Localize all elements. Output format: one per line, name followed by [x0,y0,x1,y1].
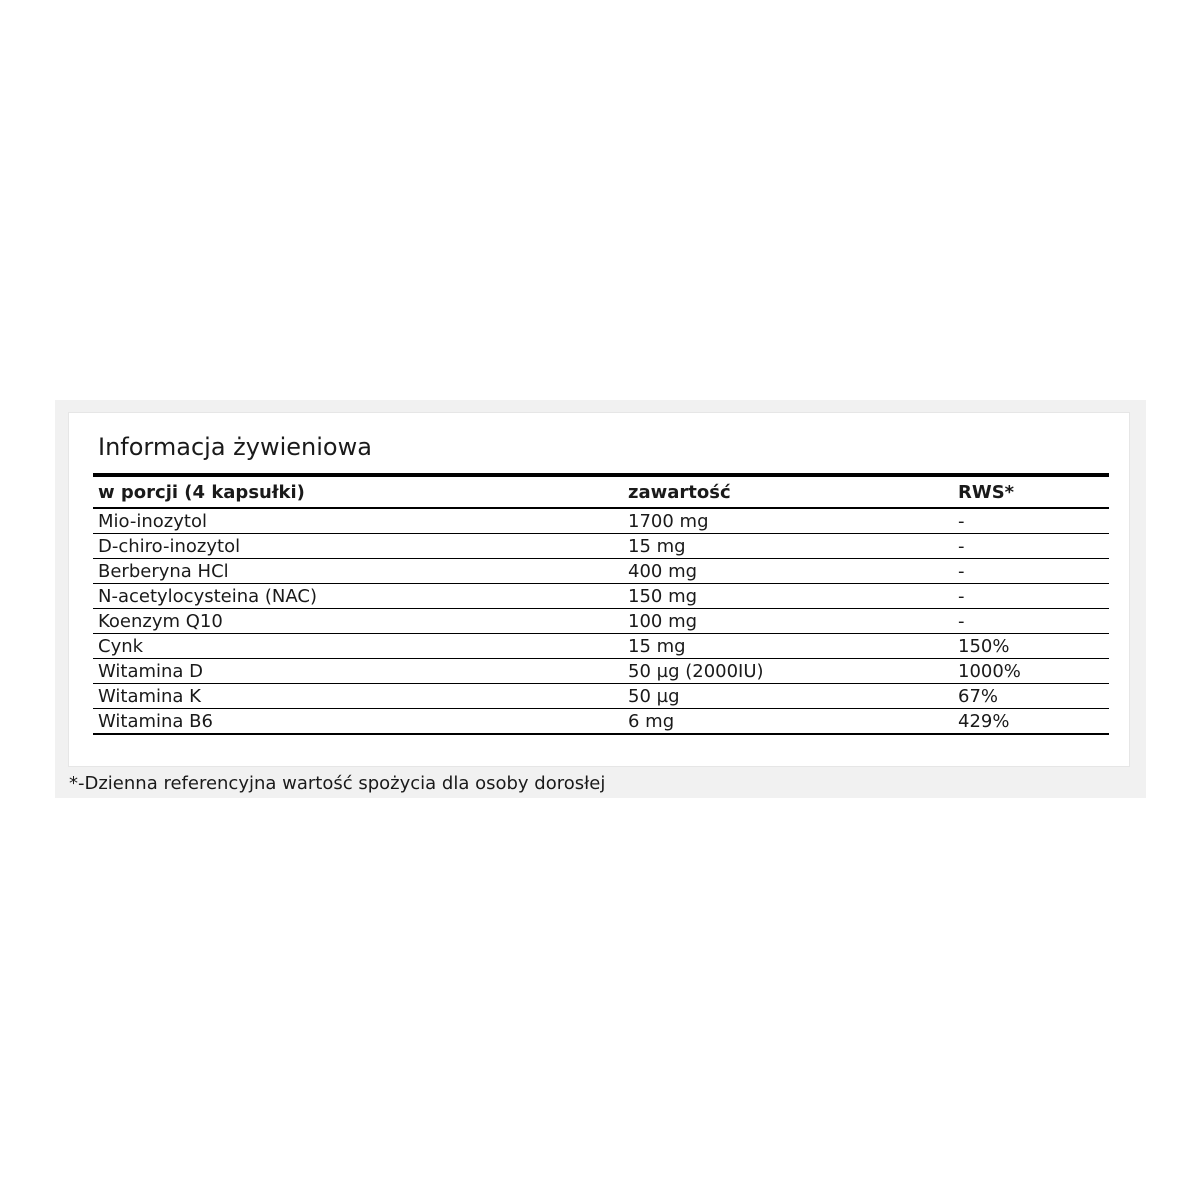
ingredient-rws: - [953,609,1109,634]
title-divider [93,473,1109,477]
ingredient-name: Koenzym Q10 [93,609,623,634]
table-row [93,634,1109,659]
table-row [93,659,1109,684]
ingredient-amount: 1700 mg [623,508,953,534]
nutrition-table [93,478,1109,735]
table-row [93,534,1109,559]
ingredient-rws: - [953,534,1109,559]
table-row [93,709,1109,735]
ingredient-amount: 50 µg (2000IU) [623,659,953,684]
footnote: *-Dzienna referencyjna wartość spożycia dla osoby dorosłej [69,773,606,794]
ingredient-rws: 150% [953,634,1109,659]
ingredient-name: Berberyna HCl [93,559,623,584]
ingredient-rws: 67% [953,684,1109,709]
ingredient-rws: 1000% [953,659,1109,684]
column-header-serving: w porcji (4 kapsułki) [93,478,623,508]
ingredient-amount: 15 mg [623,634,953,659]
column-header-content: zawartość [623,478,953,508]
ingredient-amount: 400 mg [623,559,953,584]
ingredient-name: Witamina K [93,684,623,709]
ingredient-name: N-acetylocysteina (NAC) [93,584,623,609]
table-row [93,559,1109,584]
column-header-rws: RWS* [953,478,1109,508]
table-row [93,609,1109,634]
ingredient-rws: - [953,508,1109,534]
ingredient-rws: - [953,559,1109,584]
ingredient-rws: - [953,584,1109,609]
table-row [93,584,1109,609]
ingredient-amount: 6 mg [623,709,953,735]
ingredient-amount: 50 µg [623,684,953,709]
table-header-row [93,478,1109,508]
ingredient-amount: 100 mg [623,609,953,634]
ingredient-name: Cynk [93,634,623,659]
ingredient-amount: 150 mg [623,584,953,609]
ingredient-amount: 15 mg [623,534,953,559]
ingredient-rws: 429% [953,709,1109,735]
ingredient-name: D-chiro-inozytol [93,534,623,559]
ingredient-name: Mio-inozytol [93,508,623,534]
ingredient-name: Witamina B6 [93,709,623,735]
page-title: Informacja żywieniowa [98,433,372,461]
table-row [93,684,1109,709]
table-row [93,508,1109,534]
ingredient-name: Witamina D [93,659,623,684]
